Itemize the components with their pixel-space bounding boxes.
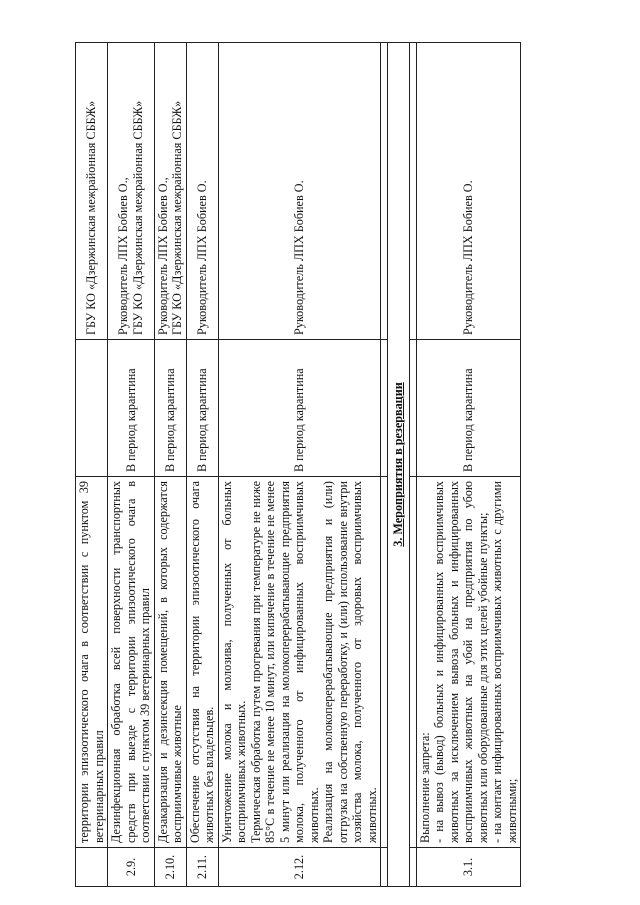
action-cell [108,477,155,848]
table-row [76,43,108,887]
table-row [416,43,521,887]
row-number: 2.11. [186,848,218,887]
period-cell: В период карантина [154,340,186,477]
responsible-text: ГБУ КО «Дзержинская межрайонная СББЖ» [170,100,184,335]
responsible-cell [154,43,186,340]
period-cell: В период карантина [218,340,381,477]
action-cell [76,477,108,848]
spacer-cell [381,340,388,477]
spacer-cell [409,848,416,887]
action-text: Реализация на молокоперерабатывающие предприятия и (или) отгрузка на собственную переработку, и (или) использование внутри хозяйства молока, полученного от здоровых восприимчивых животных. [321,481,379,843]
responsible-text: Руководитель ЛПХ Бобиев О. [461,180,475,335]
table-row [108,43,155,887]
section-header-row [388,43,410,887]
responsible-text: Руководитель ЛПХ Бобиев О., [155,177,170,335]
responsible-cell [218,43,381,340]
spacer-cell [381,477,388,848]
action-text: - на контакт инфицированных восприимчивых животных с другими животными; [490,481,519,843]
row-number: 2.12. [218,848,381,887]
responsible-cell [108,43,155,340]
action-cell [218,477,381,848]
row-number: 2.10. [154,848,186,887]
action-text: территории эпизоотического очага в соответствии с пунктом 39 ветеринарных правил [77,481,106,843]
responsible-cell [416,43,521,340]
action-text: - на вывоз (вывод) больных и инфицированных восприимчивых животных за исключением вывоза больных и инфицированных восприимчивых животных на убой на предприятия по убою животных или оборудованные для этих целей убойные пункты; [432,481,490,843]
period-cell [76,340,108,477]
action-cell [416,477,521,848]
period-cell: В период карантина [108,340,155,477]
row-number: 2.9. [108,848,155,887]
action-text: Дезакаризация и дезинсекция помещений, в которых содержатся восприимчивые животные [155,481,184,843]
spacer-cell [409,477,416,848]
spacer-cell [381,848,388,887]
spacer-row [409,43,416,887]
responsible-text: Руководитель ЛПХ Бобиев О. [194,180,209,335]
spacer-cell [409,340,416,477]
action-text: Уничтожение молока и молозива, полученных от больных восприимчивых животных. [219,481,248,843]
responsible-text: ГБУ КО «Дзержинская межрайонная СББЖ» [84,100,99,335]
table-row [186,43,218,887]
action-cell [186,477,218,848]
spacer-cell [409,43,416,340]
table-row [154,43,186,887]
responsible-text: ГБУ КО «Дзержинская межрайонная СББЖ» [130,100,145,335]
action-text: Термическая обработка путем прогревания при температуре не ниже 85°С в течение не менее 10 минут, или кипячение в течение не менее 5 минут или реализация на молокоперерабатывающие предприятия молока, полученного от инфицированных восприимчивых животных. [248,481,321,843]
action-cell [154,477,186,848]
responsible-cell [186,43,218,340]
action-text: Обеспечение отсутствия на территории эпизоотического очага животных без владельцев. [187,481,216,843]
measures-table [75,42,521,887]
period-cell: В период карантина [416,340,521,477]
responsible-text: Руководитель ЛПХ Бобиев О. [292,180,306,335]
responsible-cell [76,43,108,340]
row-number: 3.1. [416,848,521,887]
period-cell: В период карантина [186,340,218,477]
rotated-table-container [75,42,615,887]
spacer-row [381,43,388,887]
spacer-cell [381,43,388,340]
section-title: 3. Мероприятия в резервации [388,43,410,887]
row-number [76,848,108,887]
responsible-text: Руководитель ЛПХ Бобиев О., [116,177,131,335]
table-row [218,43,381,887]
action-text: Выполнение запрета: [417,732,432,843]
action-text: Дезинфекционная обработка всей поверхности транспортных средств при выезде с территории эпизоотического очага в соответствии с пунктом 39 ветеринарных правил [109,481,152,843]
